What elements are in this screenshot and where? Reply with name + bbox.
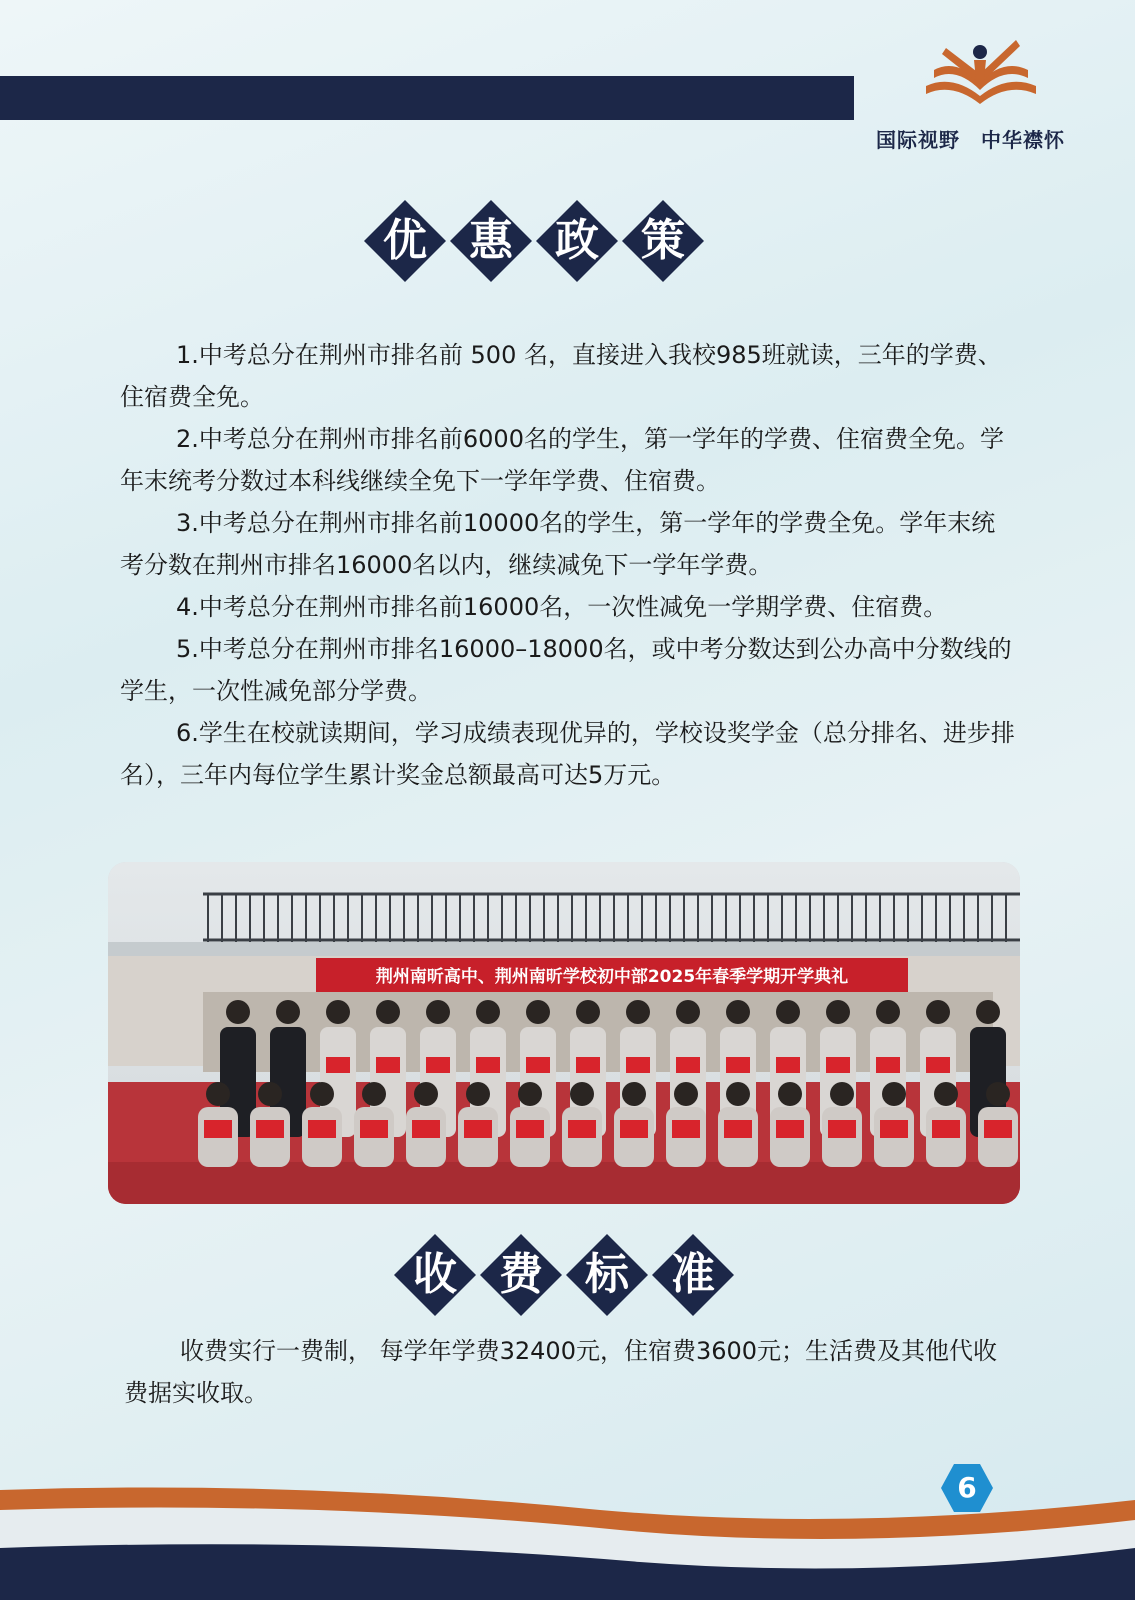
policy-list (120, 334, 1015, 796)
heading-char-tile: 政 (534, 198, 620, 284)
heading-char-tile: 费 (478, 1232, 564, 1318)
policy-item: 5.中考总分在荆州市排名16000–18000名，或中考分数达到公办高中分数线的学生，一次性减免部分学费。 (120, 635, 1012, 705)
school-slogan: 国际视野 中华襟怀 (876, 128, 1065, 152)
page-number: 6 (957, 1471, 977, 1504)
fees-text: 收费实行一费制， 每学年学费32400元，住宿费3600元；生活费及其他代收费据实收取。 (124, 1337, 998, 1407)
footer-wave (0, 1470, 1135, 1600)
school-logo-book-icon (922, 34, 1040, 118)
ceremony-photo-illustration (108, 862, 1020, 1204)
policy-item: 6.学生在校就读期间，学习成绩表现优异的，学校设奖学金（总分排名、进步排名），三年内每位学生累计奖金总额最高可达5万元。 (120, 719, 1015, 789)
policy-item: 2.中考总分在荆州市排名前6000名的学生，第一学年的学费、住宿费全免。学年末统考分数过本科线继续全免下一学年学费、住宿费。 (120, 425, 1004, 495)
fees-text-block (124, 1330, 1019, 1414)
policy-item: 4.中考总分在荆州市排名前16000名，一次性减免一学期学费、住宿费。 (176, 593, 948, 621)
heading-char-tile: 准 (650, 1232, 736, 1318)
policy-item: 1.中考总分在荆州市排名前 500 名，直接进入我校985班就读，三年的学费、住宿费全免。 (120, 341, 1002, 411)
ceremony-banner-text: 荆州南昕高中、荆州南昕学校初中部2025年春季学期开学典礼 (375, 967, 849, 987)
header-bar (0, 76, 854, 120)
heading-char-tile: 惠 (448, 198, 534, 284)
policy-heading (362, 198, 706, 284)
policy-item: 3.中考总分在荆州市排名前10000名的学生，第一学年的学费全免。学年末统考分数在荆州市排名16000名以内，继续减免下一学年学费。 (120, 509, 996, 579)
heading-char-tile: 标 (564, 1232, 650, 1318)
fees-heading (392, 1232, 736, 1318)
heading-char-tile: 收 (392, 1232, 478, 1318)
heading-char-tile: 优 (362, 198, 448, 284)
ceremony-photo (108, 862, 1020, 1204)
heading-char-tile: 策 (620, 198, 706, 284)
